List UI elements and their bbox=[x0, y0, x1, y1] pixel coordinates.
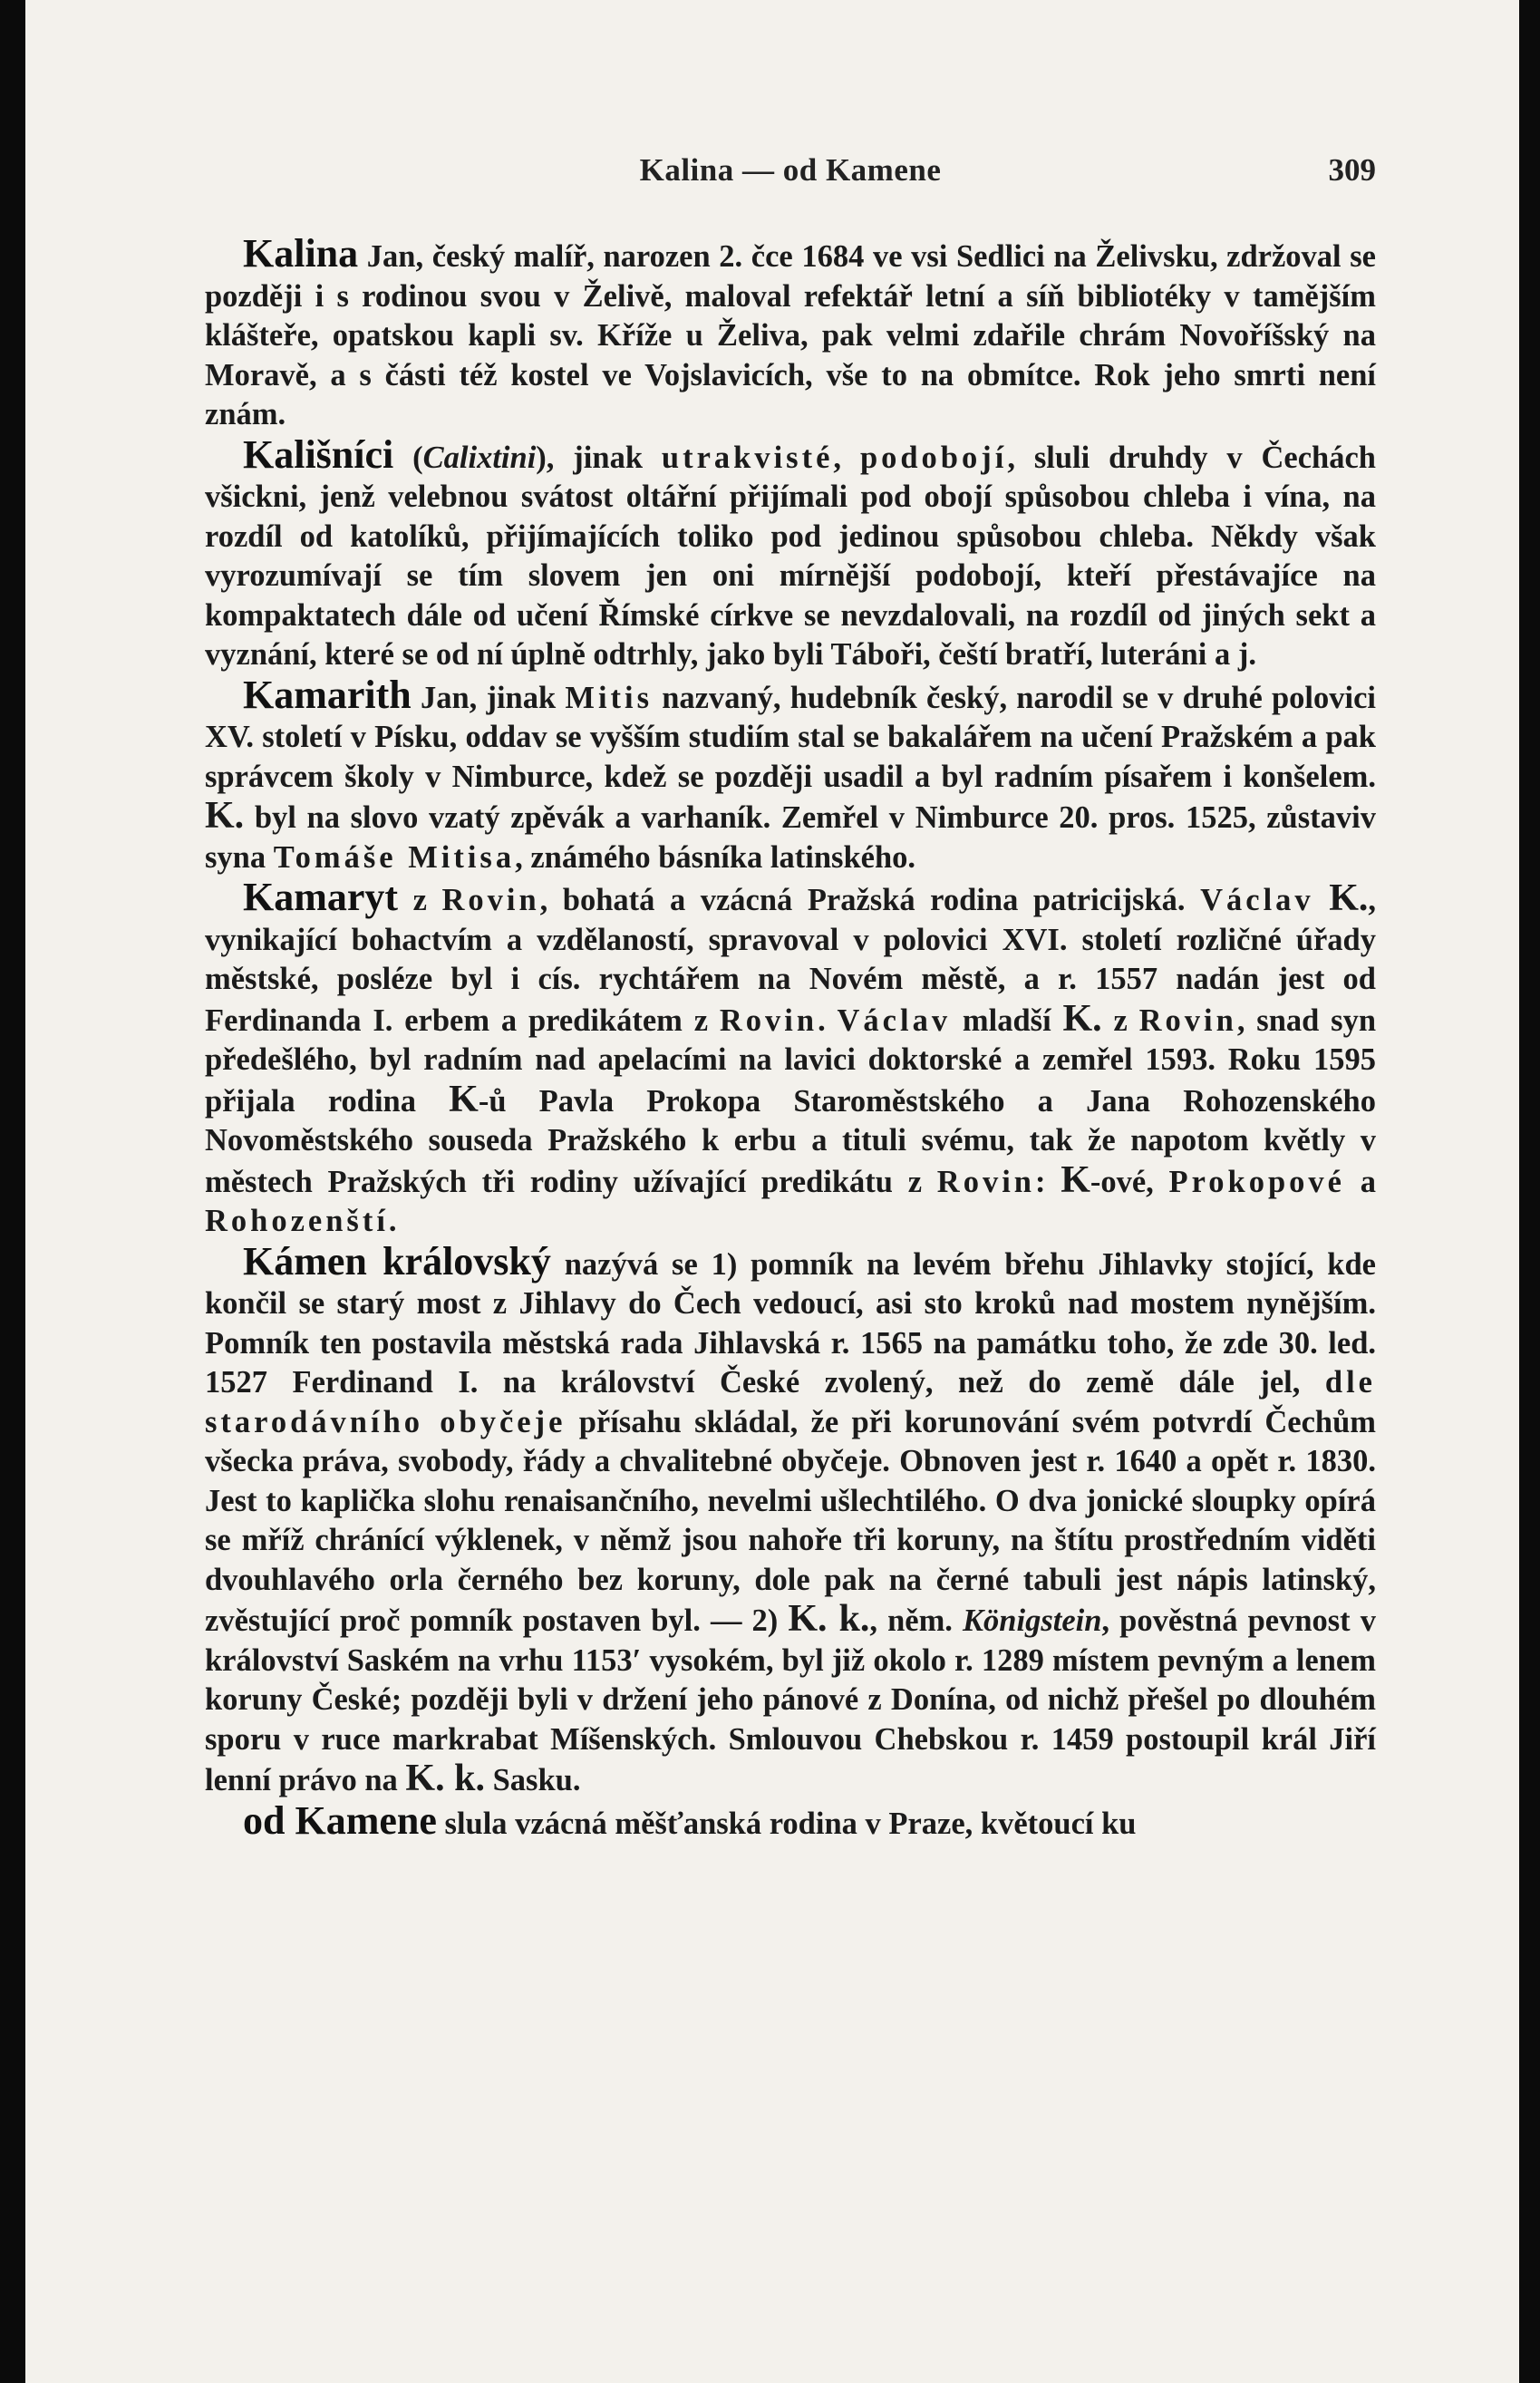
entry-text: z bbox=[398, 883, 442, 917]
entry-text: nazývá se 1) pomník na levém břehu Jihlavky stojící, kde končil se starý most z Jihlavy do Čech vedoucí, asi sto kroků nad mostem nynějším. Pomník ten postavila městská rada Jihlavská r. 1565 na památku toho, že zde 30. led. 1527 Ferdinand I. na království České zvolený, než do země dále jel, bbox=[205, 1246, 1376, 1400]
entry-text: -ové, bbox=[1090, 1164, 1169, 1199]
entry-text: K. k. bbox=[405, 1758, 485, 1799]
entry-text: nazvaný, hudebník český, narodil se v druhé polovici XV. století v Písku, oddav se vyšším studiím stal se bakalářem na učení Pražském a pak správcem školy v Nimburce, kdež se později usadil a byl radním písařem i konšelem. bbox=[205, 680, 1376, 794]
entry-text: , něm. bbox=[869, 1603, 964, 1638]
entry-text: Rovin bbox=[719, 1003, 818, 1038]
entry-text: Rovin bbox=[1138, 1003, 1237, 1038]
entry-text: , vynikající bohactvím a vzdělaností, spravoval v polovici XVI. století rozličné úřady městské, posléze byl i cís. rychtářem na Novém městě, a r. 1557 nadán jest od Ferdinanda I. erbem a predikátem z bbox=[205, 883, 1377, 1038]
running-header bbox=[205, 152, 1376, 198]
header-title: Kalina — od Kamene bbox=[639, 152, 942, 188]
entry-text: Rovin bbox=[936, 1164, 1035, 1199]
entry-text: Tomáše Mitisa bbox=[273, 839, 516, 875]
entry-text: ), jinak bbox=[536, 440, 662, 475]
entry-text: Calixtini bbox=[422, 440, 537, 475]
entry-text: . bbox=[818, 1003, 838, 1038]
entry-text: K. k. bbox=[788, 1598, 870, 1640]
entry-text: Jan, jinak bbox=[411, 680, 566, 715]
entry-text: Václav bbox=[837, 1003, 952, 1038]
entry-text: Rovin bbox=[441, 883, 540, 917]
entry-text: slula vzácná měšťanská rodina v Praze, květoucí ku bbox=[436, 1806, 1137, 1841]
entry-headword: Kamarith bbox=[243, 672, 412, 717]
entry-text: , snad syn předešlého, byl radním nad apelacími na lavici doktorské a zemřel 1593. Roku 1595 přijala rodina bbox=[205, 1003, 1377, 1119]
entry-text: K. bbox=[205, 795, 245, 837]
entry-text: , bohatá a vzácná Pražská rodina patricijská. bbox=[539, 883, 1201, 917]
entry-text: a bbox=[1345, 1164, 1376, 1199]
entry-text: , známého básníka latinského. bbox=[515, 839, 916, 875]
dictionary-entry bbox=[205, 231, 1376, 435]
entry-text: dle starodávního obyčeje bbox=[205, 1365, 1376, 1439]
page-number: 309 bbox=[1328, 152, 1376, 188]
entry-text: , sluli druhdy v Čechách všickni, jenž velebnou svátost oltářní přijímali pod obojí spůsobou chleba i vína, na rozdíl od katolíků, přijímajících toliko pod jedinou spůsobou chleba. Někdy však vyrozumívají se tím slovem jen oni mírnější podobojí, kteří přestávajíce na kompaktatech dále od učení Římské církve se nevzdalovali, na rozdíl od jiných sekt a vyznání, které se od ní úplně odtrhly, jako byli Táboři, čeští bratří, luteráni a j. bbox=[205, 440, 1376, 672]
entry-text: : bbox=[1034, 1164, 1061, 1199]
entry-text: K. bbox=[1329, 877, 1369, 919]
entry-text: K bbox=[1061, 1158, 1090, 1201]
entry-headword: od Kamene bbox=[243, 1797, 437, 1843]
entry-headword: Kališníci bbox=[243, 431, 394, 477]
entry-text: z bbox=[1101, 1003, 1139, 1038]
dictionary-entry bbox=[205, 877, 1376, 1242]
page-body bbox=[205, 231, 1377, 1844]
entry-text: Sasku. bbox=[484, 1763, 581, 1797]
entry-text: K. bbox=[1062, 997, 1102, 1040]
book-page bbox=[25, 0, 1519, 2383]
entry-text: -ů Pavla Prokopa Staroměstského a Jana Rohozenského Novoměstského souseda Pražského k erbu a tituli svému, tak že napotom květly v městech Pražských tři rodiny užívající predikátu z bbox=[205, 1083, 1376, 1199]
entry-text: přísahu skládal, že při korunování svém potvrdí Čechům všecka práva, svobody, řády a chvalitebné obyčeje. Obnoven jest r. 1640 a opět r. 1830. Jest to kaplička slohu renaisančního, nevelmi ušlechtilého. O dva jonické sloupky opírá se mříž chránící výklenek, v němž jsou nahoře tři koruny, na štítu prostředním viděti dvouhlavého orla černého bez koruny, dole pak na černé tabuli jest nápis latinský, zvěstující proč pomník postaven byl. — 2) bbox=[205, 1404, 1377, 1638]
entry-text: Rohozenští bbox=[205, 1204, 389, 1238]
entry-text: , bbox=[833, 440, 860, 475]
entry-text: , pověstná pevnost v království Saském na vrhu 1153′ vysokém, byl již okolo r. 1289 místem pevným a lenem koruny České; později byli v držení jeho pánové z Donína, od nichž přešel po dlouhém sporu v ruce markrabat Míšenských. Smlouvou Chebskou r. 1459 postoupil král Jiří lenní právo na bbox=[205, 1603, 1377, 1797]
entry-text bbox=[1314, 883, 1330, 917]
entry-text: mladší bbox=[951, 1003, 1063, 1038]
dictionary-entry bbox=[205, 672, 1376, 878]
dictionary-entry bbox=[205, 431, 1376, 675]
entry-text: utrakvisté bbox=[661, 440, 834, 475]
entry-text: podobojí bbox=[859, 440, 1008, 475]
entry-headword: Kalina bbox=[243, 231, 359, 276]
entry-text: Václav bbox=[1200, 883, 1314, 917]
entry-text: byl na slovo vzatý zpěvák a varhaník. Zemřel v Nimburce 20. pros. 1525, zůstaviv syna bbox=[205, 800, 1376, 875]
entry-text: Mitis bbox=[565, 680, 654, 715]
entry-text: Königstein bbox=[963, 1603, 1102, 1638]
entry-text: . bbox=[388, 1204, 397, 1238]
entry-headword: Kámen královský bbox=[243, 1238, 551, 1284]
entry-text: Jan, český malíř, narozen 2. čce 1684 ve vsi Sedlici na Želivsku, zdržoval se později i s rodinou svou v Želivě, maloval refektář letní a síň bibliotéky v tamějším klášteře, opatskou kapli sv. Kříže u Želiva, pak velmi zdařile chrám Novoříšský na Moravě, a s části též kostel ve Vojslavicích, vše to na obmítce. Rok jeho smrti není znám. bbox=[205, 239, 1376, 431]
entry-text: ( bbox=[393, 440, 423, 475]
entry-text: Prokopové bbox=[1168, 1164, 1345, 1199]
dictionary-entry bbox=[205, 1238, 1377, 1801]
entry-headword: Kamaryt bbox=[243, 875, 399, 919]
entry-text: K bbox=[449, 1078, 479, 1120]
dictionary-entry bbox=[205, 1797, 1376, 1845]
